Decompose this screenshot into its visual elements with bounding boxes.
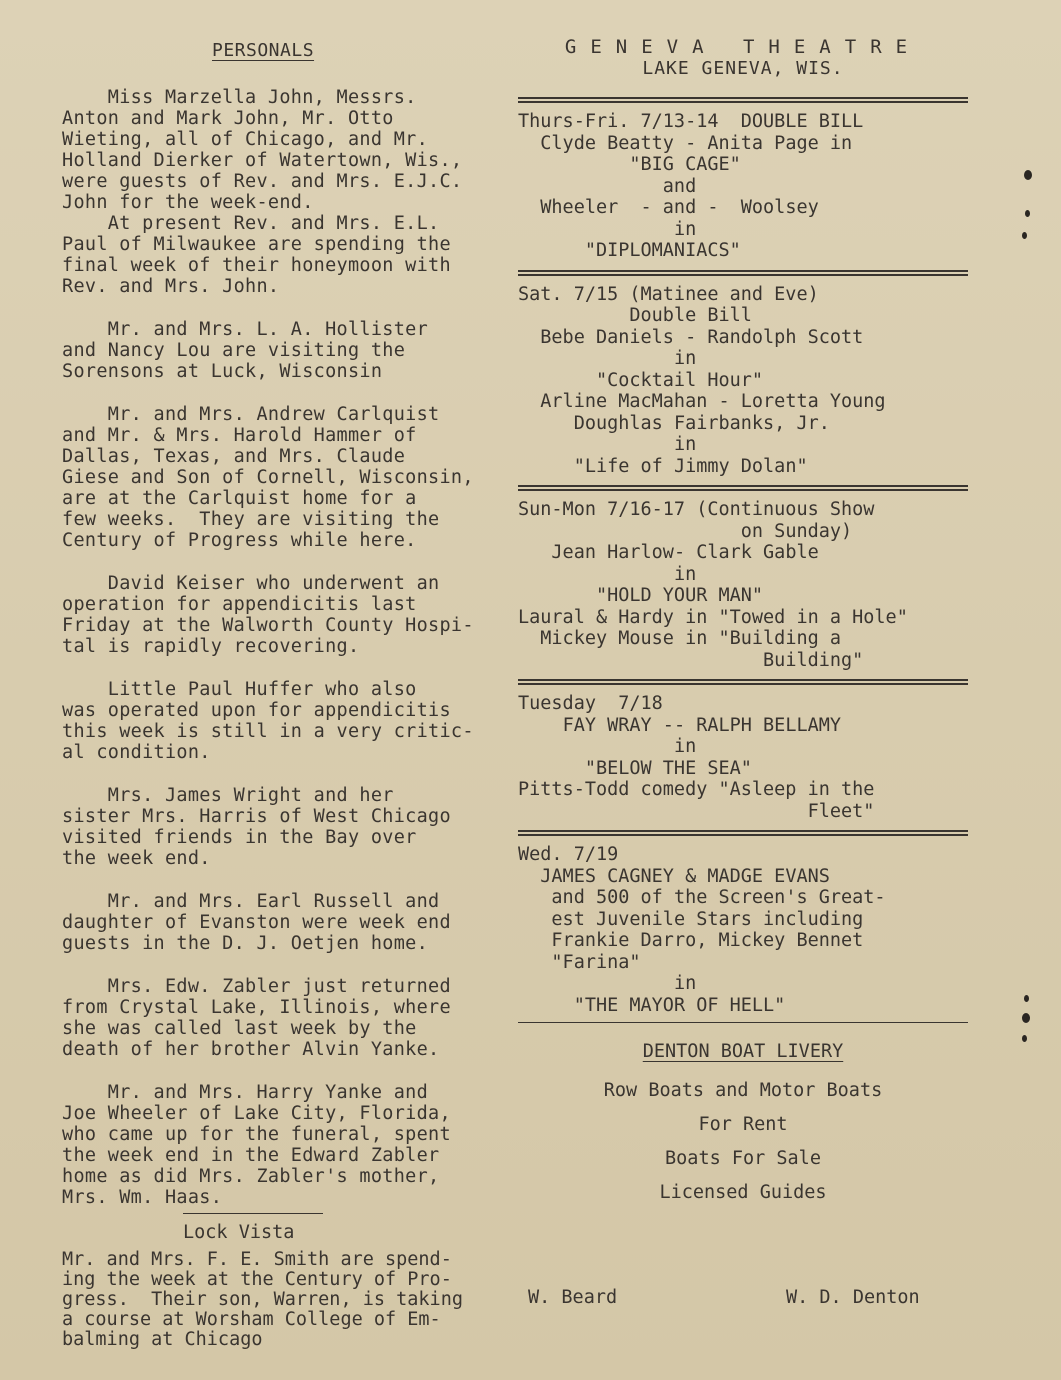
personals-paragraph: Mrs. Edw. Zabler just returned from Crystal Lake, Illinois, where she was called last week by the death of her brother Alvin Yanke. xyxy=(62,976,451,1060)
bill-line: Doughlas Fairbanks, Jr. xyxy=(518,412,830,434)
bill-line: in xyxy=(518,348,697,369)
bill-line: in xyxy=(518,973,697,994)
double-rule xyxy=(518,679,968,685)
theatre-column xyxy=(518,36,968,1216)
bill-line: Wed. 7/19 xyxy=(518,844,619,865)
boat-livery-line: For Rent xyxy=(698,1114,788,1135)
bill-line: in xyxy=(518,736,697,757)
bill-line: "Life of Jimmy Dolan" xyxy=(518,455,808,477)
boat-livery-line: Row Boats and Motor Boats xyxy=(603,1080,883,1101)
bill-line: Building" xyxy=(518,649,864,671)
ink-mark xyxy=(1024,995,1029,1002)
bill-line: Mickey Mouse in "Building a xyxy=(518,628,842,649)
bill-line: Sun-Mon 7/16-17 (Continuous Show xyxy=(518,499,875,520)
section-rule xyxy=(518,1022,968,1023)
boat-livery-line: Licensed Guides xyxy=(659,1182,827,1203)
double-rule xyxy=(518,97,968,103)
bill-line: FAY WRAY -- RALPH BELLAMY xyxy=(518,714,842,736)
personals-heading: PERSONALS xyxy=(212,40,315,61)
bill-line: "HOLD YOUR MAN" xyxy=(518,585,764,606)
ink-mark xyxy=(1022,1013,1030,1023)
personals-paragraph: David Keiser who underwent an operation for appendicitis last Friday at the Walworth County Hospi- tal is rapidly recovering. xyxy=(62,573,474,657)
bill-line: "BELOW THE SEA" xyxy=(518,757,752,779)
personals-paragraph: Mr. and Mrs. Earl Russell and daughter of Evanston were week end guests in the D. J. Oetjen home. xyxy=(62,891,451,954)
bill-line: on Sunday) xyxy=(518,520,853,542)
bill-line: "Cocktail Hour" xyxy=(518,369,764,391)
bill-line: in xyxy=(518,218,697,240)
ink-mark xyxy=(1022,1035,1027,1042)
ink-mark xyxy=(1025,210,1030,217)
ink-mark xyxy=(1022,232,1027,239)
bill-line: "Farina" xyxy=(518,951,641,973)
lock-vista-title: Lock Vista xyxy=(183,1222,295,1243)
bill-line: Sat. 7/15 (Matinee and Eve) xyxy=(518,283,819,305)
boat-livery-line: Boats For Sale xyxy=(665,1148,821,1169)
bill-line: "DIPLOMANIACS" xyxy=(518,240,741,261)
bill-listing xyxy=(518,284,968,478)
bill-line: in xyxy=(518,563,697,585)
bill-listing xyxy=(518,693,968,822)
bill-line: "BIG CAGE" xyxy=(518,154,741,175)
bill-listing xyxy=(518,844,968,1016)
bill-listing xyxy=(518,111,968,262)
theatre-location: LAKE GENEVA, WIS. xyxy=(642,58,844,79)
bill-line: Laural & Hardy in "Towed in a Hole" xyxy=(518,606,908,628)
bill-line: in xyxy=(518,434,697,455)
double-rule xyxy=(518,830,968,836)
lock-vista-paragraph: Mr. and Mrs. F. E. Smith are spend- ing the week at the Century of Pro- gress. Their son, Warren, is taking a course at Worsham College of Em- balming at Chicago xyxy=(62,1249,463,1350)
personals-paragraph: Mr. and Mrs. Harry Yanke and Joe Wheeler of Lake City, Florida, who came up for the funeral, spent the week end in the Edward Zabler home as did Mrs. Zabler's mother, Mrs. Wm. Haas. xyxy=(62,1082,451,1208)
personals-paragraph: Mr. and Mrs. L. A. Hollister and Nancy Lou are visiting the Sorensons at Luck, Wisconsin xyxy=(62,319,429,382)
bill-line: Jean Harlow- Clark Gable xyxy=(518,542,819,563)
personals-column xyxy=(62,40,532,1230)
personals-paragraph: Miss Marzella John, Messrs. Anton and Mark John, Mr. Otto Wieting, all of Chicago, and Mr. Holland Dierker of Watertown, Wis., were guests of Rev. and Mrs. E.J.C. John for the week-end. At present Rev. and Mrs. E.L. Paul of Milwaukee are spending the final week of their honeymoon with Rev. and Mrs. John. xyxy=(62,87,463,297)
double-rule xyxy=(518,270,968,276)
bill-line: Tuesday 7/18 xyxy=(518,693,663,714)
bill-line: est Juvenile Stars including xyxy=(518,908,864,930)
owner-name: W. D. Denton xyxy=(786,1287,920,1308)
bill-listing xyxy=(518,499,968,671)
bill-line: Double Bill xyxy=(518,305,752,326)
personals-paragraph: Mr. and Mrs. Andrew Carlquist and Mr. & Mrs. Harold Hammer of Dallas, Texas, and Mrs. Claude Giese and Son of Cornell, Wisconsin, are at the Carlquist home for a few weeks. They are visiting the Century of Progress while here. xyxy=(62,404,474,551)
ink-mark xyxy=(1024,170,1032,180)
bill-line: Bebe Daniels - Randolph Scott xyxy=(518,326,864,348)
personals-paragraph: Mrs. James Wright and her sister Mrs. Harris of West Chicago visited friends in the Bay over the week end. xyxy=(62,785,451,869)
personals-paragraph: Little Paul Huffer who also was operated upon for appendicitis this week is still in a very critic- al condition. xyxy=(62,679,474,763)
bill-line: Arline MacMahan - Loretta Young xyxy=(518,391,886,412)
lock-vista-rule xyxy=(183,1213,323,1214)
bill-line: and xyxy=(518,175,697,197)
bill-line: Frankie Darro, Mickey Bennet xyxy=(518,930,864,951)
bill-line: "THE MAYOR OF HELL" xyxy=(518,994,786,1016)
double-rule xyxy=(518,485,968,491)
theatre-title: GENEVA THEATRE xyxy=(564,36,922,58)
bill-line: Thurs-Fri. 7/13-14 DOUBLE BILL xyxy=(518,111,864,132)
boat-livery-title: DENTON BOAT LIVERY xyxy=(642,1041,844,1062)
bill-line: and 500 of the Screen's Great- xyxy=(518,887,886,908)
bill-line: Wheeler - and - Woolsey xyxy=(518,197,819,218)
owner-name: W. Beard xyxy=(528,1287,618,1308)
bill-line: Fleet" xyxy=(518,800,875,822)
bill-line: Clyde Beatty - Anita Page in xyxy=(518,132,853,154)
bill-line: JAMES CAGNEY & MADGE EVANS xyxy=(518,865,830,887)
bill-line: Pitts-Todd comedy "Asleep in the xyxy=(518,779,875,800)
